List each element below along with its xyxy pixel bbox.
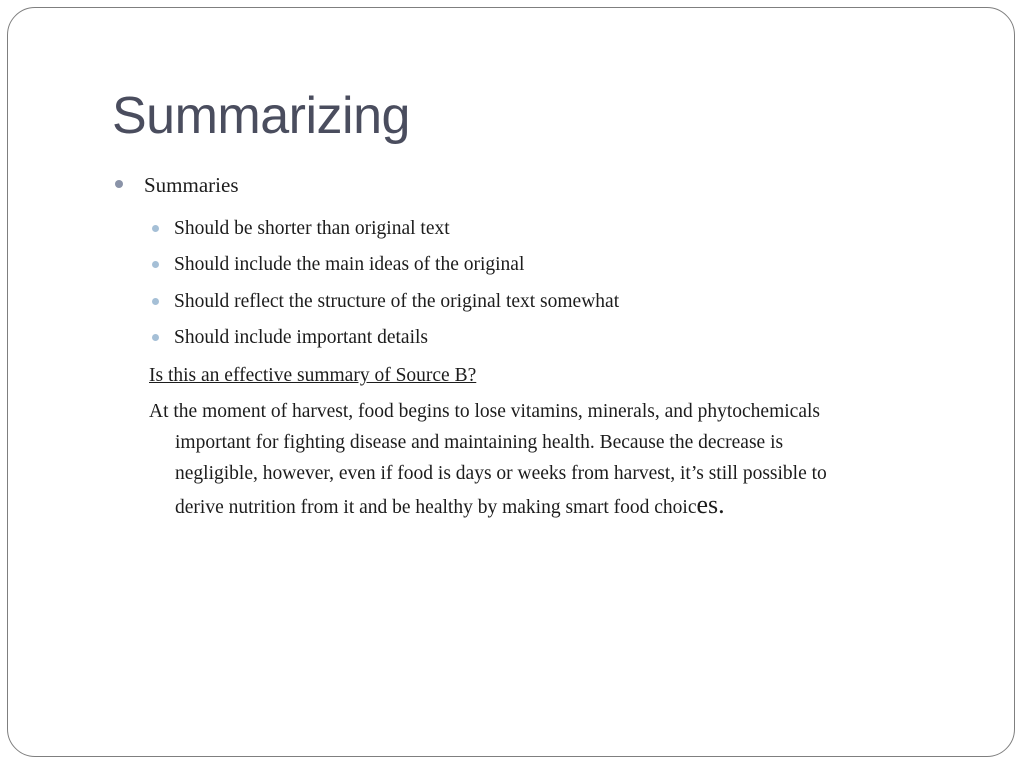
slide-title: Summarizing: [112, 87, 410, 145]
sub-bullet: [151, 288, 619, 316]
sub-bullet-dot-icon: [152, 261, 159, 268]
sub-bullet: [151, 251, 524, 279]
sub-bullet-label: Should include important details: [174, 327, 429, 348]
summary-paragraph: [149, 396, 949, 523]
slide: [7, 7, 1015, 757]
sub-bullet-dot-icon: [152, 334, 159, 341]
sub-bullet-dot-icon: [152, 298, 159, 305]
sub-bullet-label: Should include the main ideas of the original: [174, 254, 525, 275]
sub-bullet-label: Should be shorter than original text: [174, 218, 450, 239]
sub-bullet-label: Should reflect the structure of the original text somewhat: [174, 291, 620, 312]
paragraph-last-line: [149, 489, 949, 523]
bullet-label: Summaries: [144, 173, 239, 197]
sub-bullet: [151, 324, 428, 352]
bullet-summaries: [115, 170, 239, 200]
paragraph-line-text: derive nutrition from it and be healthy by making smart food choic: [175, 497, 697, 518]
paragraph-line: important for fighting disease and maintaining health. Because the decrease is: [175, 432, 784, 453]
paragraph-line: At the moment of harvest, food begins to lose vitamins, minerals, and phytochemicals: [149, 401, 820, 422]
sub-bullet-dot-icon: [152, 225, 159, 232]
question-text: Is this an effective summary of Source B?: [149, 365, 477, 386]
paragraph-tail: es.: [696, 490, 725, 519]
sub-bullet: [151, 215, 450, 243]
paragraph-line: negligible, however, even if food is days or weeks from harvest, it’s still possible to: [175, 463, 827, 484]
bullet-dot-icon: [115, 180, 123, 188]
